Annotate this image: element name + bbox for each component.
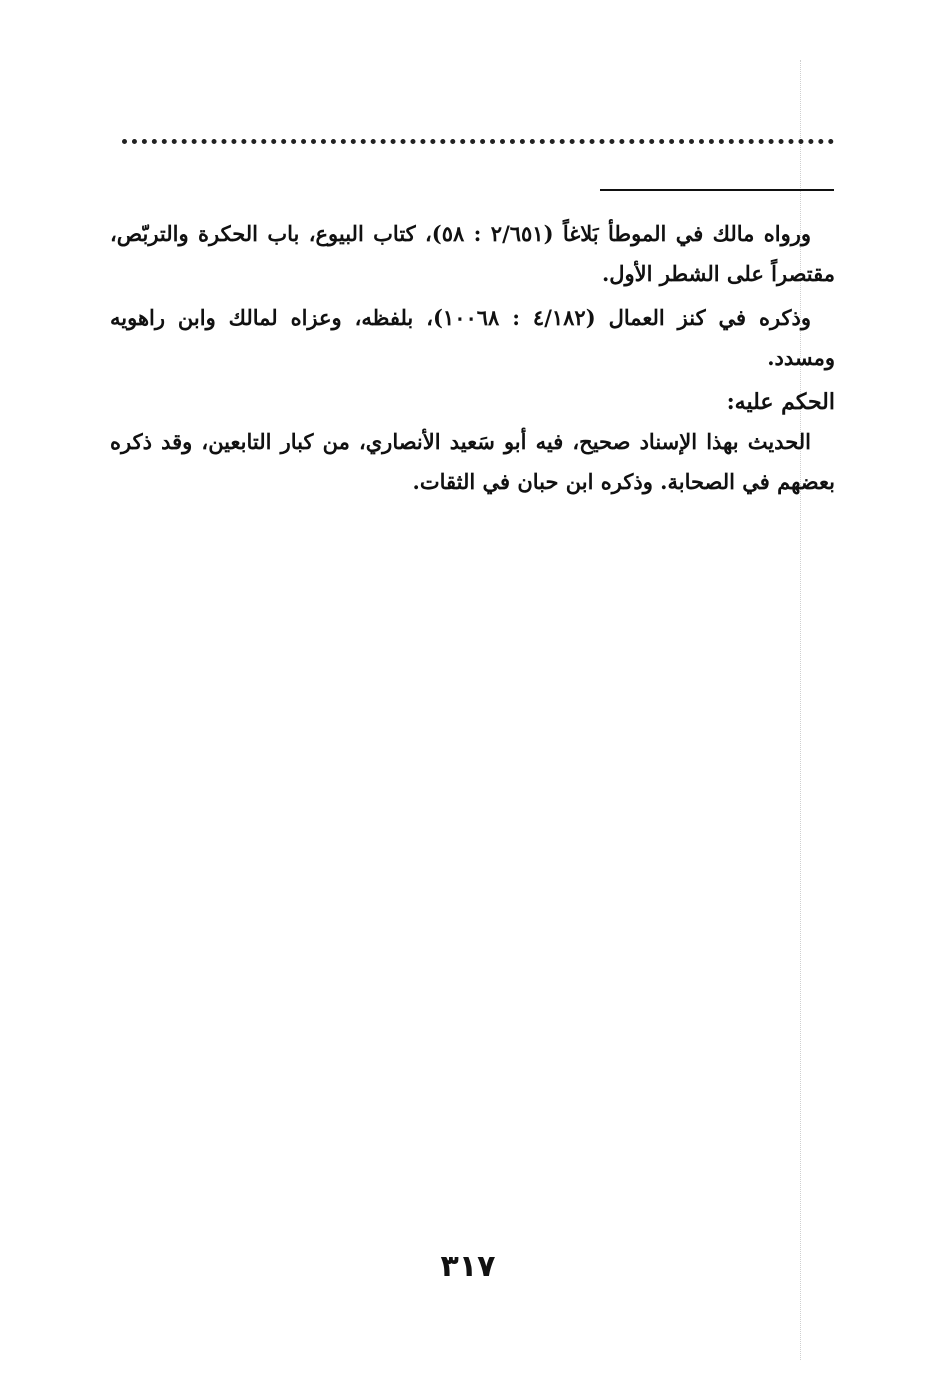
footnote-paragraph-kanz: وذكره في كنز العمال (٤/١٨٢ : ١٠٠٦٨)، بلفظه، وعزاه لمالك وابن راهويه ومسدد.	[110, 305, 835, 370]
footnote-body	[110, 214, 835, 506]
dotted-separator	[122, 139, 834, 154]
ruling-paragraph: الحديث بهذا الإسناد صحيح، فيه أبو سَعيد الأنصاري، من كبار التابعين، وقد ذكره بعضهم في الصحابة. وذكره ابن حبان في الثقات.	[110, 429, 835, 494]
page-number: ٣١٧	[440, 1249, 496, 1284]
footnote-rule	[600, 189, 834, 191]
footnote-paragraph-muwatta: ورواه مالك في الموطأ بَلاغاً (٢/٦٥١ : ٥٨)، كتاب البيوع، باب الحكرة والتربّص، مقتصراً على الشطر الأول.	[110, 221, 835, 286]
ruling-heading: الحكم عليه:	[726, 389, 835, 415]
